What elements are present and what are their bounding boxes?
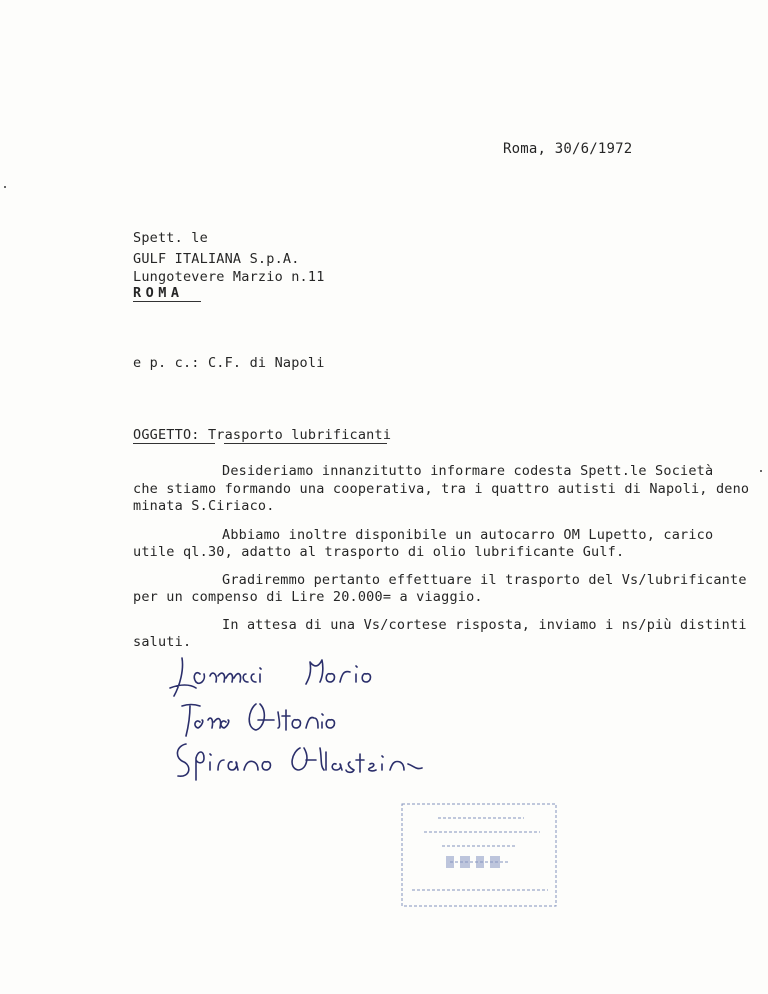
subject-label-underline — [133, 443, 215, 444]
subject-line — [133, 426, 391, 444]
recipient-salutation: Spett. le — [133, 230, 208, 246]
handwritten-signatures — [160, 640, 460, 790]
scan-speck — [4, 186, 6, 188]
subject-text-underline — [224, 443, 387, 444]
signature-3 — [177, 744, 422, 780]
scan-speck — [760, 470, 762, 472]
body-paragraph-3-line-1: Gradiremmo pertanto effettuare il trasporto del Vs/lubrificante — [222, 572, 747, 588]
body-paragraph-2-line-2: utile ql.30, adatto al trasporto di olio lubrificante Gulf. — [133, 544, 625, 560]
body-paragraph-1-line-3: minata S.Ciriaco. — [133, 498, 275, 514]
recipient-street: Lungotevere Marzio n.11 — [133, 269, 325, 285]
subject-label: OGGETTO: — [133, 427, 200, 443]
letter-date: Roma, 30/6/1972 — [503, 141, 633, 157]
city-underline — [133, 301, 201, 302]
signature-1 — [170, 658, 371, 696]
signature-2 — [182, 704, 335, 736]
subject-text: Trasporto lubrificanti — [207, 427, 392, 443]
carbon-copy-line: e p. c.: C.F. di Napoli — [133, 355, 325, 371]
recipient-city: ROMA — [133, 285, 184, 301]
recipient-company: GULF ITALIANA S.p.A. — [133, 251, 300, 267]
body-paragraph-3-line-2: per un compenso di Lire 20.000= a viaggio. — [133, 589, 483, 605]
body-paragraph-1-line-1: Desideriamo innanzitutto informare codesta Spett.le Società — [222, 463, 714, 479]
received-stamp — [398, 800, 560, 910]
body-paragraph-4-line-1: In attesa di una Vs/cortese risposta, inviamo i ns/più distinti — [222, 617, 747, 633]
body-paragraph-1-line-2: che stiamo formando una cooperativa, tra i quattro autisti di Napoli, deno — [133, 481, 750, 497]
body-paragraph-4-line-2: saluti. — [133, 634, 192, 650]
body-paragraph-2-line-1: Abbiamo inoltre disponibile un autocarro OM Lupetto, carico — [222, 527, 714, 543]
